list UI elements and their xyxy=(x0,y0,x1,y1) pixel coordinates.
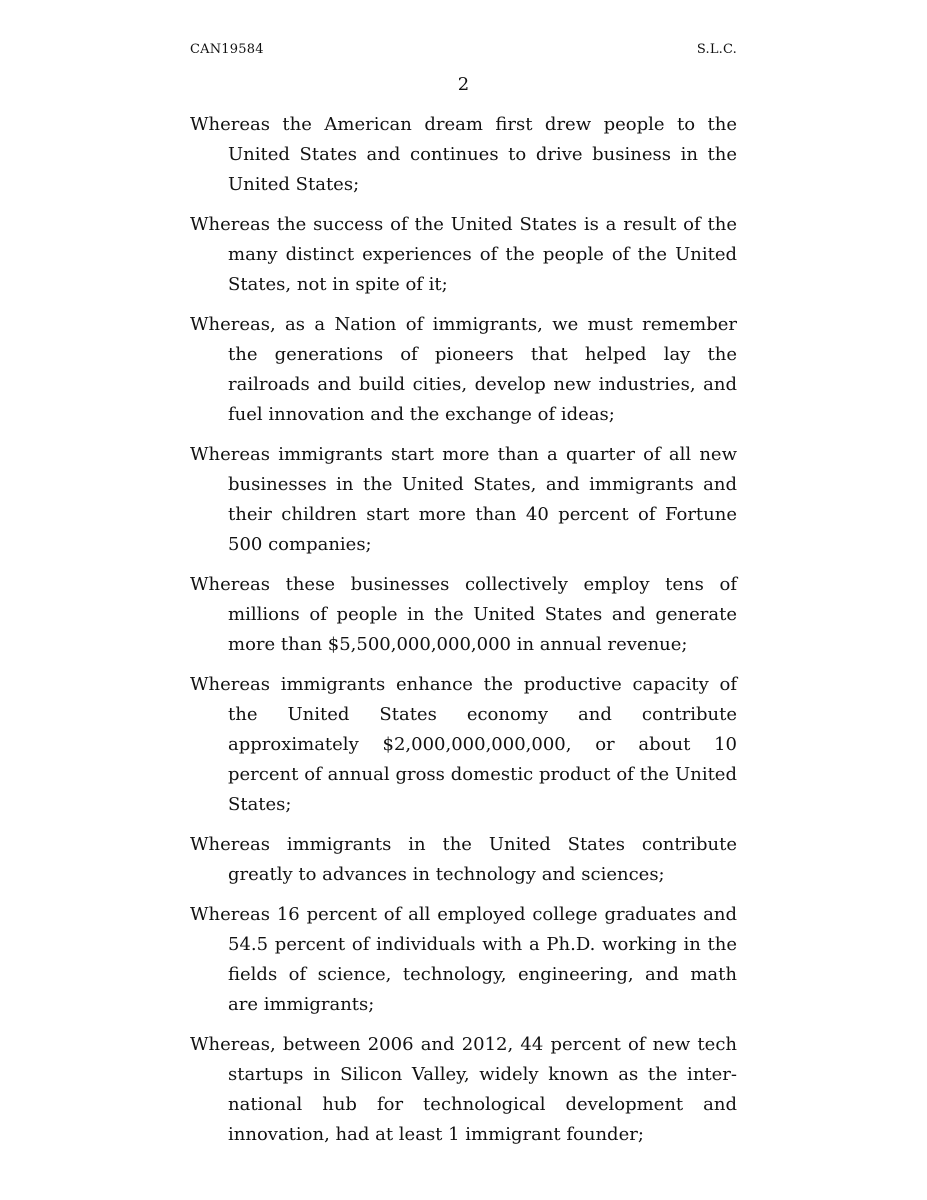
office-code: S.L.C. xyxy=(696,42,737,57)
whereas-clause: Whereas immigrants enhance the productive capacity of the United States economy and contribute approximately $2,000,000,000,000, or about 10 percent of annual gross domestic product of the United States; xyxy=(190,674,737,815)
whereas-clause: Whereas the American dream first drew people to the United States and continues to drive business in the United States; xyxy=(190,114,737,195)
whereas-clause: Whereas 16 percent of all employed college graduates and 54.5 percent of individuals with a Ph.D. working in the fields of science, technology, engineering, and math are immigrants; xyxy=(190,904,737,1015)
whereas-clause: Whereas, between 2006 and 2012, 44 percent of new tech startups in Silicon Valley, widely known as the international hub for technological development and innovation, had at least 1 immigrant founder; xyxy=(190,1034,737,1145)
whereas-clause: Whereas these businesses collectively employ tens of millions of people in the United States and generate more than $5,500,000,000,000 in annual revenue; xyxy=(190,574,737,655)
whereas-clause: Whereas the success of the United States is a result of the many distinct experiences of the people of the United States, not in spite of it; xyxy=(190,214,737,295)
document-id: CAN19584 xyxy=(190,42,264,57)
preamble-clauses xyxy=(190,110,737,1160)
whereas-clause: Whereas immigrants start more than a quarter of all new businesses in the United States, and immigrants and their children start more than 40 percent of Fortune 500 companies; xyxy=(190,444,737,555)
page-number: 2 xyxy=(457,74,470,95)
whereas-clause: Whereas, as a Nation of immigrants, we must remember the generations of pioneers that helped lay the railroads and build cities, develop new industries, and fuel innovation and the exchange of ideas; xyxy=(190,314,737,425)
whereas-clause: Whereas immigrants in the United States contribute greatly to advances in technology and sciences; xyxy=(190,834,737,885)
